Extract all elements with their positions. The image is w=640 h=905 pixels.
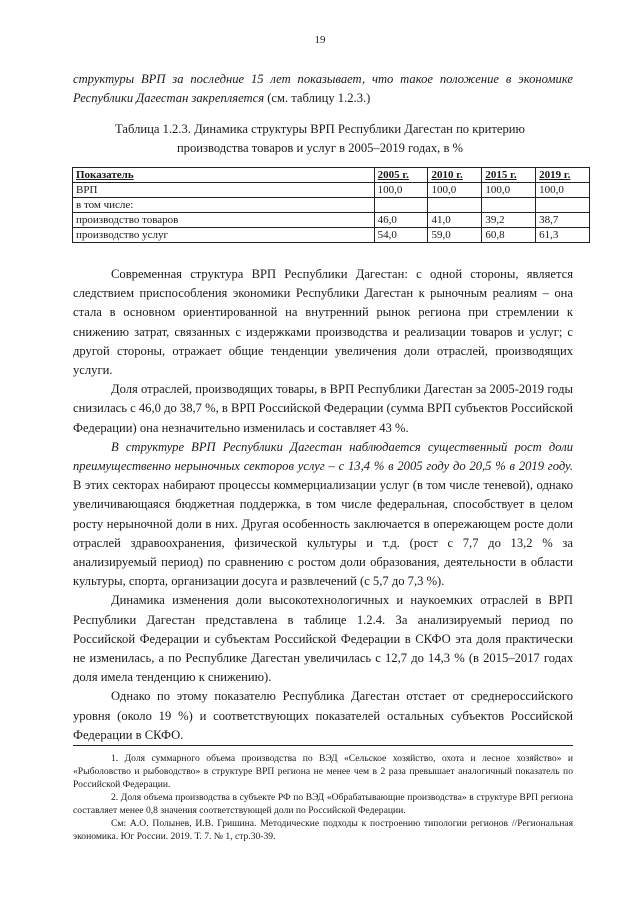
paragraph-text: В этих секторах набирают процессы коммерциализации услуг (в том числе теневой), однако увеличивающаяся бюджетная поддержка, в том числе федеральная, способствует в целом росту нерыночной доли в них. Другая особенность заключается в опережающем росте доли отраслей здравоохранения, физической культуры и т.д. (рост с 7,7 до 13,2 % за анализируемый период) по сравнению с ростом доли образования, деятельности в области культуры, спорта, организации досуга и развлечений (с 5,7 до 7,3 %). (73, 478, 573, 589)
footnote: 2. Доля объема производства в субъекте РФ по ВЭД «Обрабатывающие производства» в структуре ВРП региона составляет менее 0,8 значения соответствующей доли по Российской Федерации. (73, 792, 573, 816)
cell-value: 100,0 (428, 183, 482, 198)
header-2005: 2005 г. (374, 168, 428, 183)
cell-value (428, 198, 482, 213)
table-caption: Таблица 1.2.3. Динамика структуры ВРП Республики Дагестан по критерию производства товаров и услуг в 2005–2019 годах, в % (115, 122, 525, 155)
footnotes (73, 752, 573, 843)
paragraph: Динамика изменения доли высокотехнологичных и наукоемких отраслей в ВРП Республики Дагестан представлена в таблице 1.2.4. За анализируемый период по Российской Федерации и субъектам Российской Федерации в СКФО эта доля практически не изменилась, а по Республике Дагестан увеличилась с 12,7 до 14,3 % (в 2015–2017 годах доля имела тенденцию к снижению). (73, 593, 573, 685)
header-2019: 2019 г. (536, 168, 590, 183)
footnote: 1. Доля суммарного объема производства по ВЭД «Сельское хозяйство, охота и лесное хозяйство» и «Рыболовство и рыбоводство» в структуре ВРП региона не менее чем в 2 раза превышает аналогичный показатель по Российской Федерации. (73, 753, 573, 790)
body-text (73, 265, 573, 745)
footnote-divider (73, 745, 573, 746)
table-row (73, 213, 590, 228)
header-2015: 2015 г. (482, 168, 536, 183)
structure-table (72, 167, 590, 243)
header-indicator: Показатель (73, 168, 375, 183)
cell-value: 41,0 (428, 213, 482, 228)
row-label: в том числе: (73, 198, 375, 213)
intro-reference-text: (см. таблицу 1.2.3.) (264, 91, 371, 105)
cell-value: 46,0 (374, 213, 428, 228)
paragraph (73, 438, 573, 592)
intro-paragraph (73, 70, 573, 108)
table-row (73, 183, 590, 198)
cell-value: 59,0 (428, 228, 482, 243)
table-row (73, 198, 590, 213)
intro-italic-text: структуры ВРП за последние 15 лет показывает, что такое положение в экономике Республики Дагестан закрепляется (73, 72, 573, 105)
cell-value: 39,2 (482, 213, 536, 228)
cell-value: 54,0 (374, 228, 428, 243)
footnote: См: А.О. Полынев, И.В. Гришина. Методические подходы к построению типологии регионов //Региональная экономика. Юг России. 2019. Т. 7. № 1, стр.30-39. (73, 818, 573, 842)
paragraph: Доля отраслей, производящих товары, в ВРП Республики Дагестан за 2005-2019 годы снизилась с 46,0 до 38,7 %, в ВРП Российской Федерации (сумма ВРП субъектов Российской Федерации) она незначительно изменилась и составляет 43 %. (73, 382, 573, 435)
paragraph: Однако по этому показателю Республика Дагестан отстает от среднероссийского уровня (около 19 %) и соответствующих показателей остальных субъектов Российской Федерации в СКФО. (73, 689, 573, 742)
table-row (73, 228, 590, 243)
table-header-row (73, 168, 590, 183)
header-2010: 2010 г. (428, 168, 482, 183)
cell-value (536, 198, 590, 213)
cell-value: 61,3 (536, 228, 590, 243)
cell-value: 100,0 (482, 183, 536, 198)
cell-value: 100,0 (536, 183, 590, 198)
cell-value: 100,0 (374, 183, 428, 198)
paragraph-italic-text: В структуре ВРП Республики Дагестан наблюдается существенный рост доли преимущественно нерыночных секторов услуг – с 13,4 % в 2005 году до 20,5 % в 2019 году. (73, 439, 573, 474)
page-number: 19 (314, 34, 326, 46)
cell-value (482, 198, 536, 213)
paragraph: Современная структура ВРП Республики Дагестан: с одной стороны, является следствием приспособления экономики Республики Дагестан к рыночным реалиям – она стала в основном ориентированной на внутренний рынок региона при стремлении к снижению затрат, связанных с издержками производства и реализации товаров и услуг; с другой стороны, отражает общие тенденции увеличения доли отраслей, производящих услуги. (73, 267, 573, 378)
row-label: производство услуг (73, 228, 375, 243)
row-label: ВРП (73, 183, 375, 198)
cell-value: 38,7 (536, 213, 590, 228)
row-label: производство товаров (73, 213, 375, 228)
cell-value (374, 198, 428, 213)
cell-value: 60,8 (482, 228, 536, 243)
